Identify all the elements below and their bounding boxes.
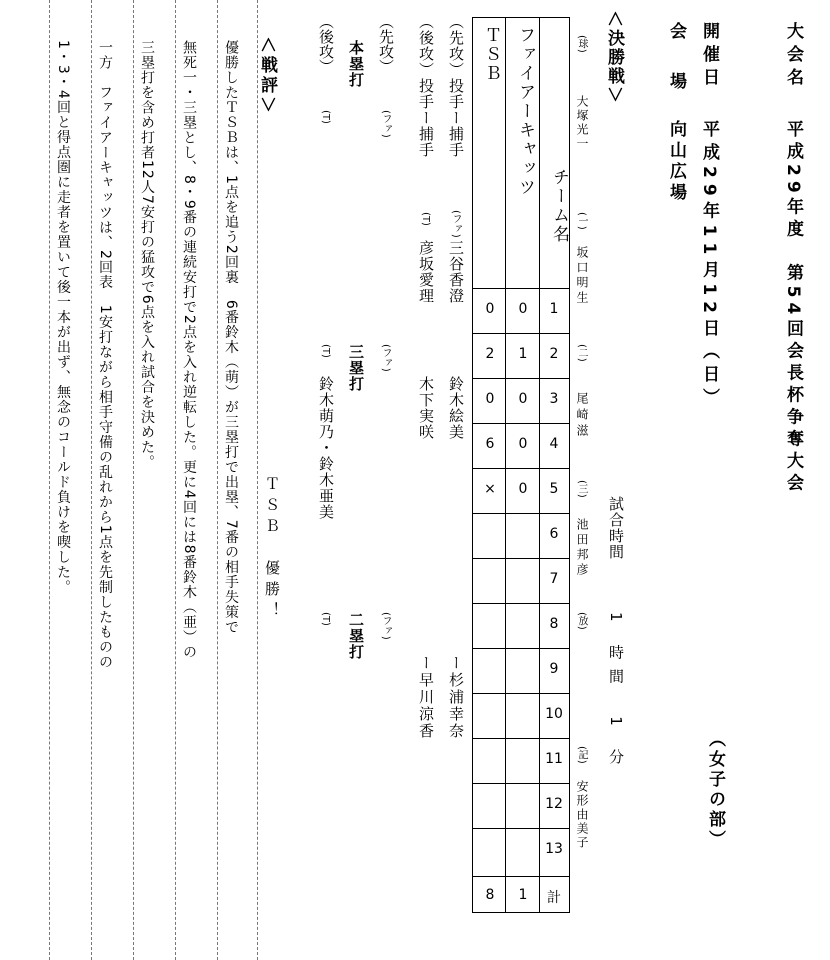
team-name-firecats: ファイアーキャッツ: [515, 26, 535, 197]
hr-second-label: （後攻）: [317, 14, 335, 74]
inning-score: 0: [518, 301, 528, 317]
team-name-tsb: ＴＳＢ: [481, 26, 501, 83]
inning-score: 0: [518, 481, 528, 497]
total-label: 計: [547, 890, 561, 906]
double-tag-first: (ファ): [380, 612, 391, 640]
tournament-label: 大会名: [783, 22, 803, 91]
double-tag-second: (T): [320, 612, 331, 626]
triple-tag-second: (T): [320, 344, 331, 358]
inning-label: 4: [549, 436, 559, 452]
hr-title: 本塁打: [347, 40, 365, 88]
broadcast-tag: (放): [576, 612, 587, 630]
second-relief-pitcher: ー早川涼香: [417, 655, 435, 740]
first-battery-label: （先攻）投手ー捕手: [447, 14, 465, 158]
score-table: [472, 17, 570, 913]
total-score: 1: [518, 887, 528, 903]
third-umpire-tag: (三): [576, 480, 587, 498]
inning-label: 13: [545, 841, 563, 857]
second-team-tag: (T): [420, 212, 431, 226]
inning-score: 0: [485, 301, 495, 317]
hr-first-label: （先攻）: [377, 14, 395, 74]
ruling-line: [217, 0, 218, 960]
date-label: 開催日: [699, 22, 719, 91]
second-catcher: 木下実咲: [417, 376, 435, 440]
triple-names: 鈴木萌乃・鈴木亜美: [317, 376, 335, 520]
ruling-line: [257, 0, 258, 960]
triple-title: 三塁打: [347, 344, 365, 392]
inning-score: ×: [484, 481, 496, 497]
inning-label: 1: [549, 301, 559, 317]
hr-tag-first: (ファ): [380, 110, 391, 138]
scorer-tag: (記): [576, 746, 587, 764]
tournament-name: 平成29年度 第54回会長杯争奪大会: [783, 120, 803, 496]
venue-value: 向山広場: [666, 120, 686, 204]
final-game-title: ＜決勝戦＞: [604, 10, 624, 105]
first-umpire-name: 坂口明生: [575, 246, 589, 306]
inning-label: 8: [549, 616, 559, 632]
plate-umpire-name: 大塚光一: [575, 95, 589, 151]
inning-label: 3: [549, 391, 559, 407]
inning-label: 2: [549, 346, 559, 362]
inning-score: 2: [485, 346, 495, 362]
total-score: 8: [485, 887, 495, 903]
date-value: 平成29年11月12日（日）: [699, 120, 719, 411]
second-umpire-tag: (二): [576, 344, 587, 362]
first-catcher: 鈴木絵美: [447, 376, 465, 440]
game-time-label: 試合時間: [607, 496, 625, 560]
triple-tag-first: (ファ): [380, 344, 391, 372]
venue-label: 会 場: [666, 22, 686, 97]
inning-score: 0: [518, 436, 528, 452]
review-line: 一方 ファイアーキャッツは、2回表 1安打ながら相手守備の乱れから1点を先制したものの: [97, 40, 113, 670]
inning-label: 6: [549, 526, 559, 542]
team-name-header: チーム名: [549, 168, 569, 244]
inning-score: 1: [518, 346, 528, 362]
inning-label: 9: [549, 661, 559, 677]
plate-umpire-tag: (球): [576, 35, 587, 53]
inning-label: 12: [545, 796, 563, 812]
scorer-name: 安形由美子: [575, 780, 589, 850]
result-text: ＴＳＢ 優勝！: [263, 476, 281, 623]
hr-tag-second: (T): [320, 110, 331, 124]
ruling-line: [49, 0, 50, 960]
second-pitcher: 彦坂愛理: [417, 240, 435, 304]
double-title: 二塁打: [347, 612, 365, 660]
inning-score: 0: [485, 391, 495, 407]
second-battery-label: （後攻）投手ー捕手: [417, 14, 435, 158]
inning-label: 10: [545, 706, 563, 722]
ruling-line: [133, 0, 134, 960]
review-line: 三塁打を含め打者12人7安打の猛攻で6点を入れ試合を決めた。: [139, 40, 155, 470]
inning-label: 5: [549, 481, 559, 497]
second-umpire-name: 尾崎滋: [575, 392, 589, 440]
ruling-line: [91, 0, 92, 960]
first-pitcher: 三谷香澄: [447, 240, 465, 304]
review-line: 優勝したＴＳＢは、1点を追う2回裏 6番鈴木（萌）が三塁打で出塁、7番の相手失策で: [223, 40, 239, 635]
review-line: 1・3・4回と得点圏に走者を置いて後一本が出ず、無念のコールド負けを喫した。: [55, 40, 71, 595]
inning-score: 6: [485, 436, 495, 452]
review-title: ＜戦評＞: [257, 36, 277, 116]
game-time-value: 1 時間 1 分: [607, 612, 625, 773]
first-team-tag: (ファ): [450, 210, 461, 238]
ruling-line: [175, 0, 176, 960]
first-umpire-tag: (一): [576, 212, 587, 230]
review-line: 無死一・三塁とし、8・9番の連続安打で2点を入れ逆転した。更に4回には8番鈴木（亜）の: [181, 40, 197, 660]
third-umpire-name: 池田邦彦: [575, 518, 589, 578]
inning-label: 11: [545, 751, 563, 767]
inning-label: 7: [549, 571, 559, 587]
inning-score: 0: [518, 391, 528, 407]
division-label: （女子の部）: [705, 730, 725, 850]
first-relief-pitcher: ー杉浦幸奈: [447, 655, 465, 740]
